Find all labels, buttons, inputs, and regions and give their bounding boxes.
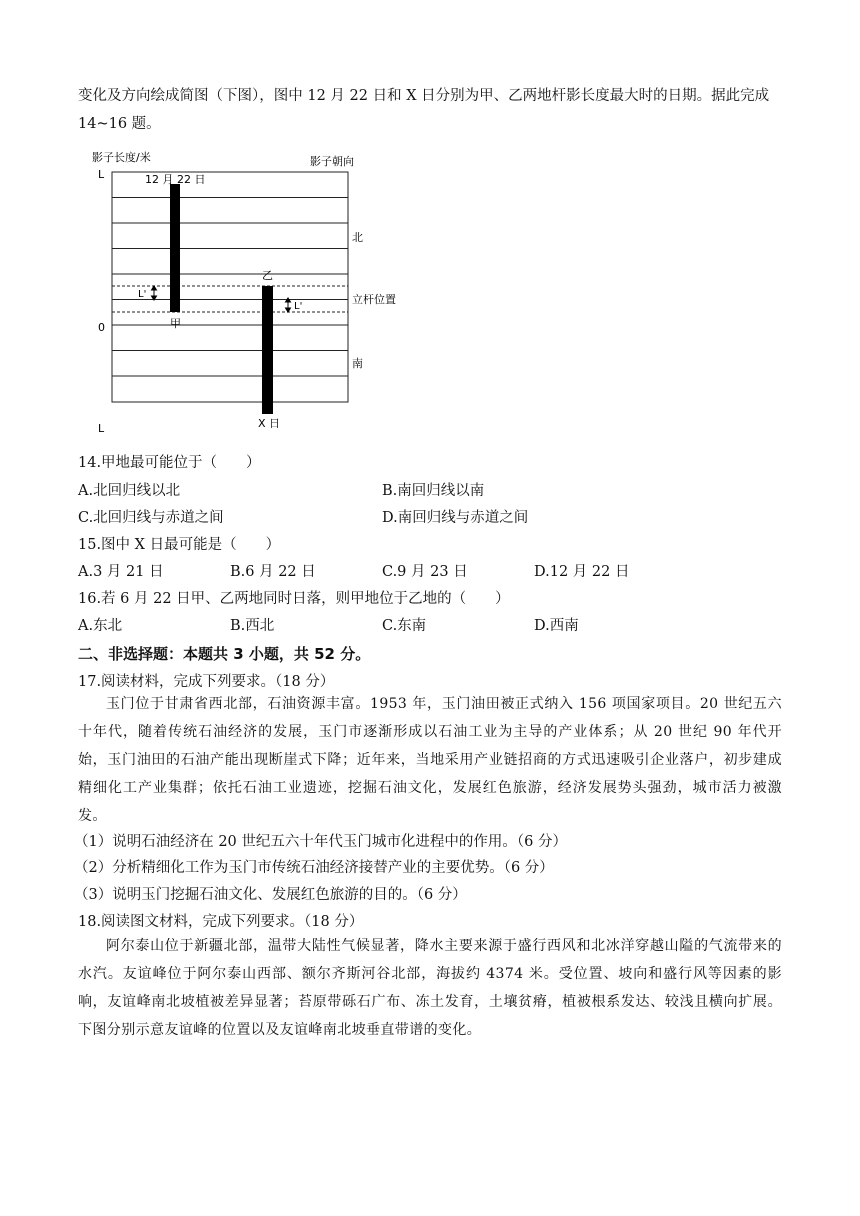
q14-stem: 14.甲地最可能位于（ ）: [78, 455, 261, 471]
q14-option-b: B.南回归线以南: [382, 483, 485, 499]
tick-top-L: L: [98, 168, 105, 181]
shadow-length-diagram: [86, 146, 416, 442]
q16-option-a: A.东北: [78, 618, 123, 634]
offset-arrow-right: [286, 298, 291, 312]
q16-option-d: D.西南: [534, 618, 579, 634]
intro-line-2: 14~16 题。: [78, 116, 161, 132]
offset-label-left: L': [138, 289, 147, 300]
bar-yi: [262, 286, 273, 414]
q17-stem: 17.阅读材料，完成下列要求。（18 分）: [78, 674, 335, 690]
q14-option-d: D.南回归线与赤道之间: [382, 510, 529, 526]
q15-option-a: A.3 月 21 日: [78, 564, 164, 580]
grid: [112, 172, 348, 402]
q15-option-b: B.6 月 22 日: [230, 564, 316, 580]
q16-option-c: C.东南: [382, 618, 427, 634]
bar-jia: [170, 184, 180, 312]
tick-zero: 0: [98, 321, 105, 334]
bar-jia-name: 甲: [170, 317, 181, 330]
q17-sub-1: （1）说明石油经济在 20 世纪五六十年代玉门城市化进程中的作用。（6 分）: [74, 834, 567, 850]
direction-title: 影子朝向: [310, 155, 354, 168]
q17-material: 玉门位于甘肃省西北部，石油资源丰富。1953 年，玉门油田被正式纳入 156 项国家项目。20 世纪五六十年代，随着传统石油经济的发展，玉门市逐渐形成以石油工业为主导的产业体系；从 20 世纪 90 年代开始，玉门油田的石油产能出现断崖式下降；近年来，当地采用产业链招商的方式迅速吸引企业落户，初步建成精细化工产业集群；依托石油工业遗迹，挖掘石油文化，发展红色旅游，经济发展势头强劲，城市活力被激发。: [78, 696, 782, 824]
section-2-heading: 二、非选择题：本题共 3 小题，共 52 分。: [78, 645, 371, 663]
label-pole-position: 立杆位置: [352, 293, 396, 306]
offset-label-right: L': [294, 301, 303, 312]
q15-option-c: C.9 月 23 日: [382, 564, 468, 580]
q15-option-d: D.12 月 22 日: [534, 564, 630, 580]
q15-stem: 15.图中 X 日最可能是（ ）: [78, 537, 281, 553]
offset-arrow-left: [152, 286, 157, 300]
q14-option-a: A.北回归线以北: [78, 483, 181, 499]
bar-jia-date: 12 月 22 日: [145, 173, 206, 186]
label-north: 北: [352, 231, 363, 244]
bar-yi-date: X 日: [258, 417, 281, 430]
q18-stem: 18.阅读图文材料，完成下列要求。（18 分）: [78, 914, 364, 930]
q14-option-c: C.北回归线与赤道之间: [78, 510, 224, 526]
y-axis-title: 影子长度/米: [92, 151, 151, 164]
q17-sub-2: （2）分析精细化工作为玉门市传统石油经济接替产业的主要优势。（6 分）: [74, 860, 554, 876]
q18-material: 阿尔泰山位于新疆北部，温带大陆性气候显著，降水主要来源于盛行西风和北冰洋穿越山隘的气流带来的水汽。友谊峰位于阿尔泰山西部、额尔齐斯河谷北部，海拔约 4374 米。受位置、坡向和盛行风等因素的影响，友谊峰南北坡植被差异显著；苔原带砾石广布、冻土发育，土壤贫瘠，植被根系发达、较浅且横向扩展。下图分别示意友谊峰的位置以及友谊峰南北坡垂直带谱的变化。: [78, 938, 782, 1038]
label-south: 南: [352, 357, 363, 370]
q16-stem: 16.若 6 月 22 日甲、乙两地同时日落，则甲地位于乙地的（ ）: [78, 591, 510, 607]
bar-yi-name: 乙: [262, 269, 273, 282]
q16-option-b: B.西北: [230, 618, 275, 634]
q17-sub-3: （3）说明玉门挖掘石油文化、发展红色旅游的目的。（6 分）: [74, 887, 467, 903]
intro-line-1: 变化及方向绘成简图（下图），图中 12 月 22 日和 X 日分别为甲、乙两地杆影长度最大时的日期。据此完成: [78, 88, 770, 104]
tick-bottom-L: L: [98, 422, 105, 435]
